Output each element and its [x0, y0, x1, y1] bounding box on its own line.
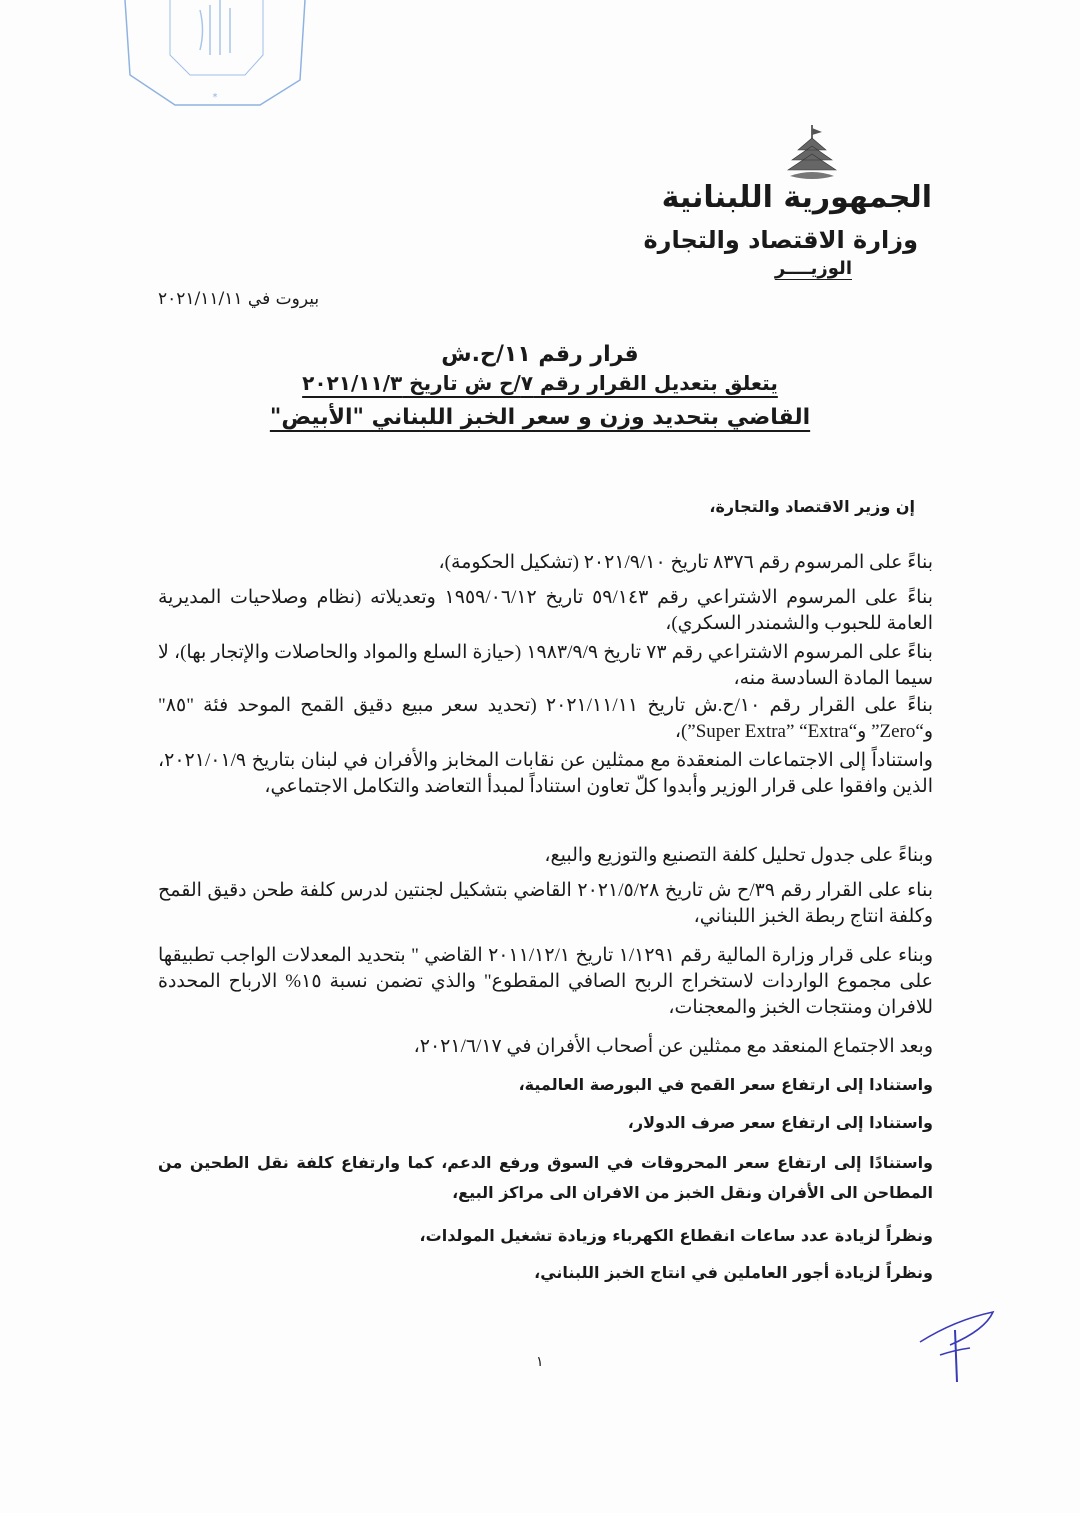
decision-subject-line1: يتعلق بتعديل القرار رقم ٧/ح ش تاريخ ٢٠٢١/١١/٣ — [302, 371, 778, 395]
preamble-paragraph: وبناء على قرار وزارة المالية رقم ١/١٢٩١ تاريخ ٢٠١١/١٢/١ القاضي " بتحديد المعدلات الواجب تطبيقها على مجموع الواردات لاستخراج الربح الصافي المقطوع" والذي تضمن نسبة ١٥% الارباح المحددة للافران ومنتجات الخبز والمعجنات، — [158, 945, 933, 1018]
bold-preamble-paragraph: واستنادا إلى ارتفاع سعر صرف الدولار، — [627, 1113, 933, 1132]
preamble-paragraph: وبناءً على جدول تحليل كلفة التصنيع والتوزيع والبيع، — [544, 845, 933, 866]
bold-preamble-paragraph: واستنادا إلى ارتفاع سعر القمح في البورصة العالمية، — [518, 1075, 933, 1094]
page-number: ١ — [536, 1354, 544, 1370]
intro-line: إن وزير الاقتصاد والتجارة، — [709, 497, 915, 516]
decision-number: قرار رقم ١١/ح.ش — [441, 342, 639, 367]
handwritten-signature — [915, 1300, 1005, 1390]
preamble-paragraph: بناءً على القرار رقم ١٠/ح.ش تاريخ ٢٠٢١/١١/١١ (تحديد سعر مبيع دقيق القمح الموحد فئة "٨٥" و“Zero” و“Super Extra” “Extra”)، — [158, 695, 933, 742]
preamble-paragraph: بناء على القرار رقم ٣٩/ح ش تاريخ ٢٠٢١/٥/٢٨ القاضي بتشكيل لجنتين لدرس كلفة طحن دقيق القمح وكلفة انتاج ربطة الخبز اللبناني، — [158, 880, 933, 927]
preamble-paragraph: بناءً على المرسوم الاشتراعي رقم ٧٣ تاريخ ١٩٨٣/٩/٩ (حيازة السلع والمواد والحاصلات والإتجار بها)، لا سيما المادة السادسة منه، — [158, 642, 933, 689]
republic-heading: الجمهورية اللبنانية — [661, 180, 932, 215]
minister-heading: الوزيــــر — [774, 258, 852, 279]
decision-title — [260, 342, 820, 430]
bold-preamble-paragraph: ونظراً لزيادة أجور العاملين في انتاج الخبز اللبناني، — [534, 1263, 933, 1282]
date-line: بيروت في ٢٠٢١/١١/١١ — [158, 289, 320, 309]
preamble-paragraph: واستناداً إلى الاجتماعات المنعقدة مع ممثلين عن نقابات المخابز والأفران في لبنان بتاريخ ٢٠٢١/٠١/٩، الذين وافقوا على قرار الوزير وأبدوا كلّ تعاون استناداً لمبدأ التعاضد والتكامل الاجتماعي، — [158, 750, 933, 797]
official-seal-stamp — [115, 0, 315, 110]
decision-subject-line2: القاضي بتحديد وزن و سعر الخبز اللبناني "الأبيض" — [269, 405, 811, 430]
svg-text:*: * — [212, 92, 218, 103]
bold-preamble-paragraph: واستنادًا إلى ارتفاع سعر المحروقات في السوق ورفع الدعم، كما وارتفاع كلفة نقل الطحين من المطاحن الى الأفران ونقل الخبز من الافران الى مراكز البيع، — [158, 1153, 933, 1202]
preamble-paragraph: وبعد الاجتماع المنعقد مع ممثلين عن أصحاب الأفران في ٢٠٢١/٦/١٧، — [413, 1036, 933, 1057]
preamble-paragraph: بناءً على المرسوم رقم ٨٣٧٦ تاريخ ٢٠٢١/٩/١٠ (تشكيل الحكومة)، — [438, 552, 933, 573]
bold-preamble-paragraph: ونظراً لزيادة عدد ساعات انقطاع الكهرباء وزيادة تشغيل المولدات، — [419, 1226, 933, 1245]
cedar-emblem-icon — [782, 120, 842, 185]
ministry-heading: وزارة الاقتصاد والتجارة — [643, 226, 918, 254]
preamble-paragraph: بناءً على المرسوم الاشتراعي رقم ٥٩/١٤٣ تاريخ ١٩٥٩/٠٦/١٢ وتعديلاته (نظام وصلاحيات المديرية العامة للحبوب والشمندر السكري)، — [158, 587, 933, 634]
